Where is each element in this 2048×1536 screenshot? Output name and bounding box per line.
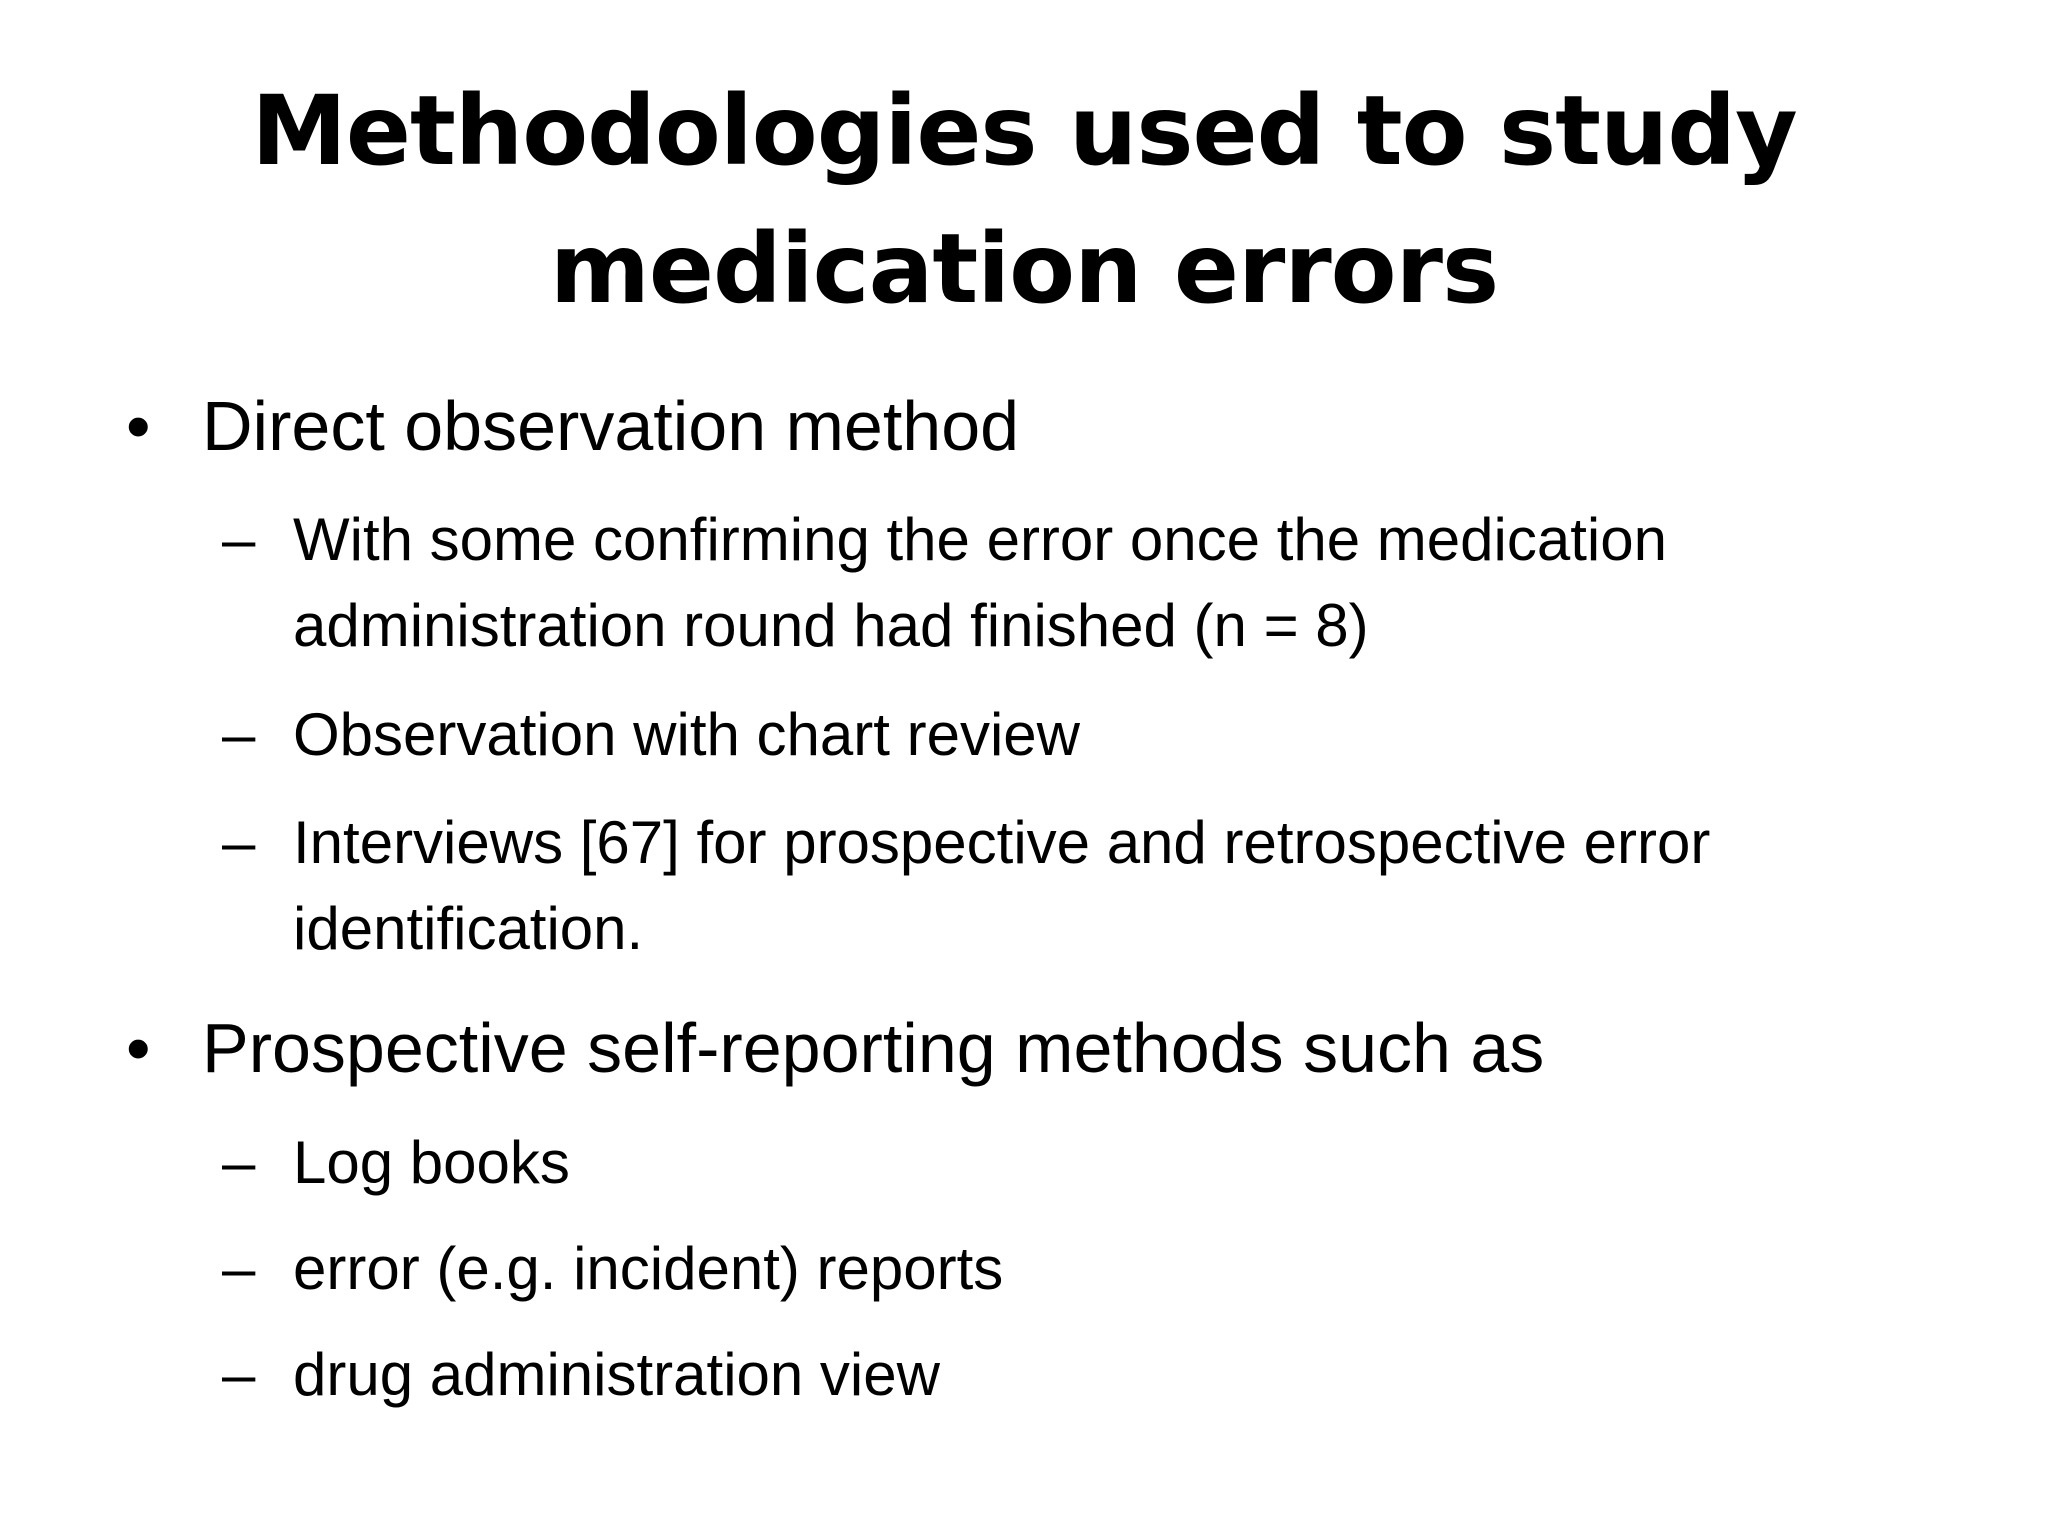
bullet-marker: • xyxy=(126,1009,151,1087)
sub-bullet-text xyxy=(293,1120,1993,1206)
sub-bullet-text xyxy=(293,692,1993,778)
bullet-text: Direct observation method xyxy=(202,387,1020,465)
bullet-marker: • xyxy=(126,387,151,465)
sub-bullet-text xyxy=(293,1332,1993,1418)
sub-bullet-marker: – xyxy=(222,1341,256,1408)
bullet-text: Prospective self-reporting methods such as xyxy=(202,1009,1545,1087)
sub-bullet-line: identification. xyxy=(293,895,644,962)
slide-title-line-1: Methodologies used to study xyxy=(251,75,1797,187)
sub-bullet-line: Observation with chart review xyxy=(293,701,1080,768)
sub-bullet-line: Interviews [67] for prospective and retrospective error xyxy=(293,809,1711,876)
sub-bullet-line: drug administration view xyxy=(293,1341,940,1408)
sub-bullet-line: error (e.g. incident) reports xyxy=(293,1235,1004,1302)
sub-bullet-line: Log books xyxy=(293,1129,570,1196)
sub-bullet-marker: – xyxy=(222,701,256,768)
sub-bullet-marker: – xyxy=(222,1129,256,1196)
sub-bullet-text xyxy=(293,1226,1993,1312)
sub-bullet-text xyxy=(293,800,1993,972)
sub-bullet-marker: – xyxy=(222,506,256,573)
sub-bullet-marker: – xyxy=(222,1235,256,1302)
sub-bullet-marker: – xyxy=(222,809,256,876)
slide-title-line-2: medication errors xyxy=(549,213,1499,325)
sub-bullet-line: administration round had finished (n = 8) xyxy=(293,592,1369,659)
sub-bullet-text xyxy=(293,497,1993,669)
sub-bullet-line: With some confirming the error once the medication xyxy=(293,506,1667,573)
